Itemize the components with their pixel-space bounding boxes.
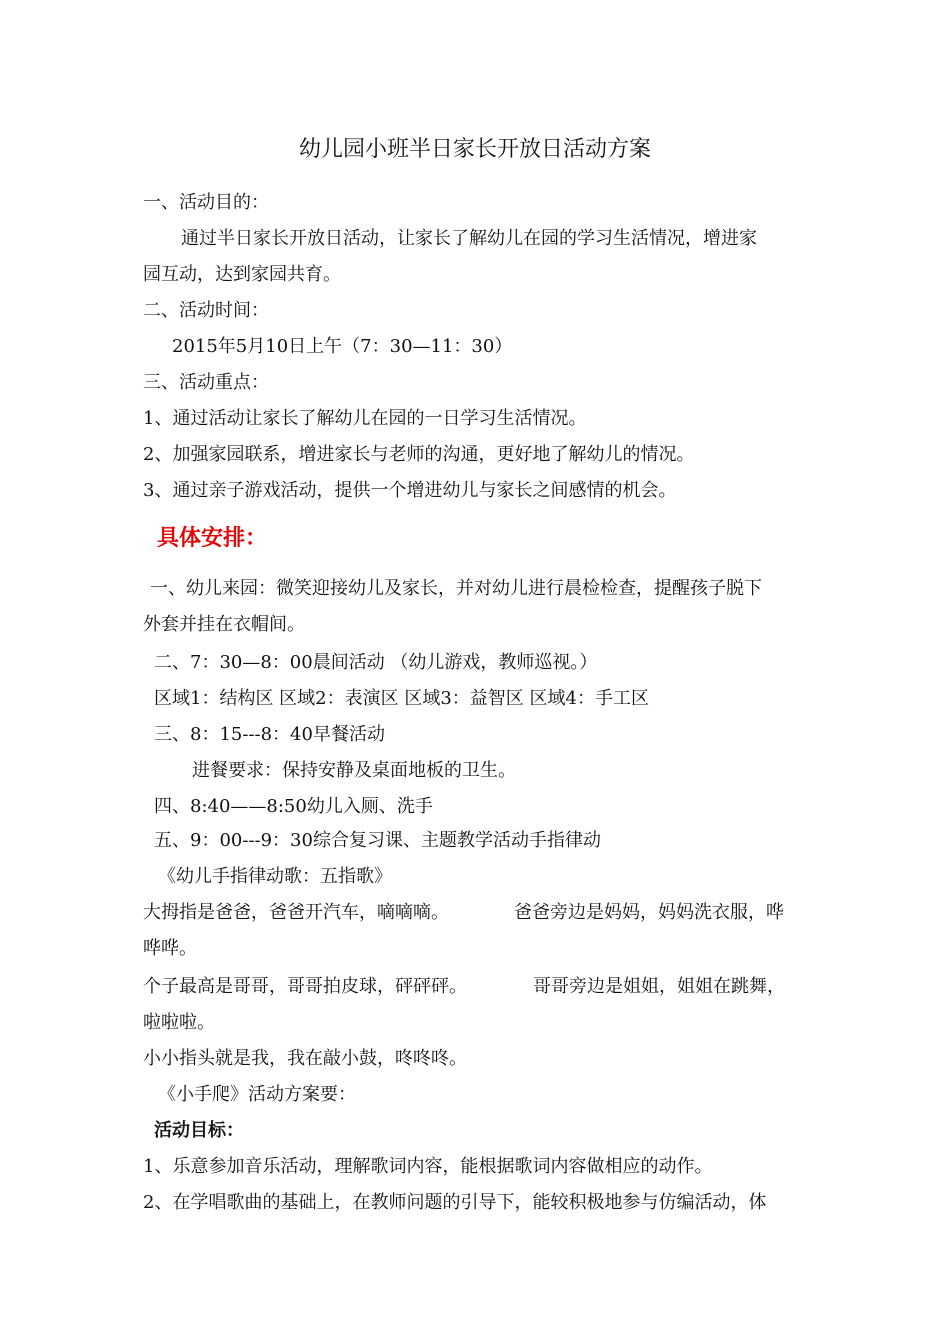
song-line: 哥哥旁边是姐姐，姐姐在跳舞，: [533, 976, 785, 997]
song-title: 《幼儿手指律动歌：五指歌》: [158, 866, 392, 887]
list-item: 1、通过活动让家长了解幼儿在园的一日学习生活情况。: [143, 408, 587, 429]
list-item: 1、乐意参加音乐活动，理解歌词内容，能根据歌词内容做相应的动作。: [143, 1156, 713, 1177]
paragraph-line: 园互动，达到家园共育。: [143, 264, 341, 285]
schedule-item: 五、9：00---9：30综合复习课、主题教学活动手指律动: [154, 830, 601, 851]
section-heading-time: 二、活动时间：: [143, 300, 269, 321]
song-line: 哗哗。: [143, 938, 197, 959]
activity-plan-title: 《小手爬》活动方案要：: [158, 1084, 356, 1105]
schedule-item: 二、7：30—8：00晨间活动 （幼儿游戏，教师巡视。）: [154, 652, 598, 673]
goals-heading: 活动目标：: [154, 1120, 244, 1141]
list-item: 2、在学唱歌曲的基础上，在教师问题的引导下，能较积极地参与仿编活动，体: [143, 1192, 767, 1213]
paragraph-line: 区域1：结构区 区域2：表演区 区域3：益智区 区域4：手工区: [154, 688, 649, 709]
schedule-item: 四、8:40——8:50幼儿入厕、洗手: [154, 796, 433, 817]
schedule-item: 三、8：15---8：40早餐活动: [154, 724, 385, 745]
section-heading-purpose: 一、活动目的：: [143, 192, 269, 213]
song-line: 小小指头就是我，我在敲小鼓，咚咚咚。: [143, 1048, 467, 1069]
document-title: 幼儿园小班半日家长开放日活动方案: [298, 137, 651, 162]
list-item: 3、通过亲子游戏活动，提供一个增进幼儿与家长之间感情的机会。: [143, 480, 677, 501]
section-heading-focus: 三、活动重点：: [143, 372, 269, 393]
paragraph-line: 2015年5月10日上午（7：30—11：30）: [172, 336, 513, 357]
paragraph-line: 一、幼儿来园：微笑迎接幼儿及家长，并对幼儿进行晨检检查，提醒孩子脱下: [150, 578, 762, 599]
song-line: 大拇指是爸爸，爸爸开汽车，嘀嘀嘀。: [143, 902, 449, 923]
paragraph-line: 通过半日家长开放日活动，让家长了解幼儿在园的学习生活情况，增进家: [181, 228, 757, 249]
paragraph-line: 外套并挂在衣帽间。: [143, 614, 305, 635]
paragraph-line: 进餐要求：保持安静及桌面地板的卫生。: [192, 760, 516, 781]
song-line: 爸爸旁边是妈妈，妈妈洗衣服，哗: [514, 902, 784, 923]
song-line: 啦啦啦。: [143, 1012, 215, 1033]
section-heading-arrangement: 具体安排：: [157, 526, 268, 551]
list-item: 2、加强家园联系，增进家长与老师的沟通，更好地了解幼儿的情况。: [143, 444, 695, 465]
song-line: 个子最高是哥哥，哥哥拍皮球，砰砰砰。: [143, 976, 467, 997]
